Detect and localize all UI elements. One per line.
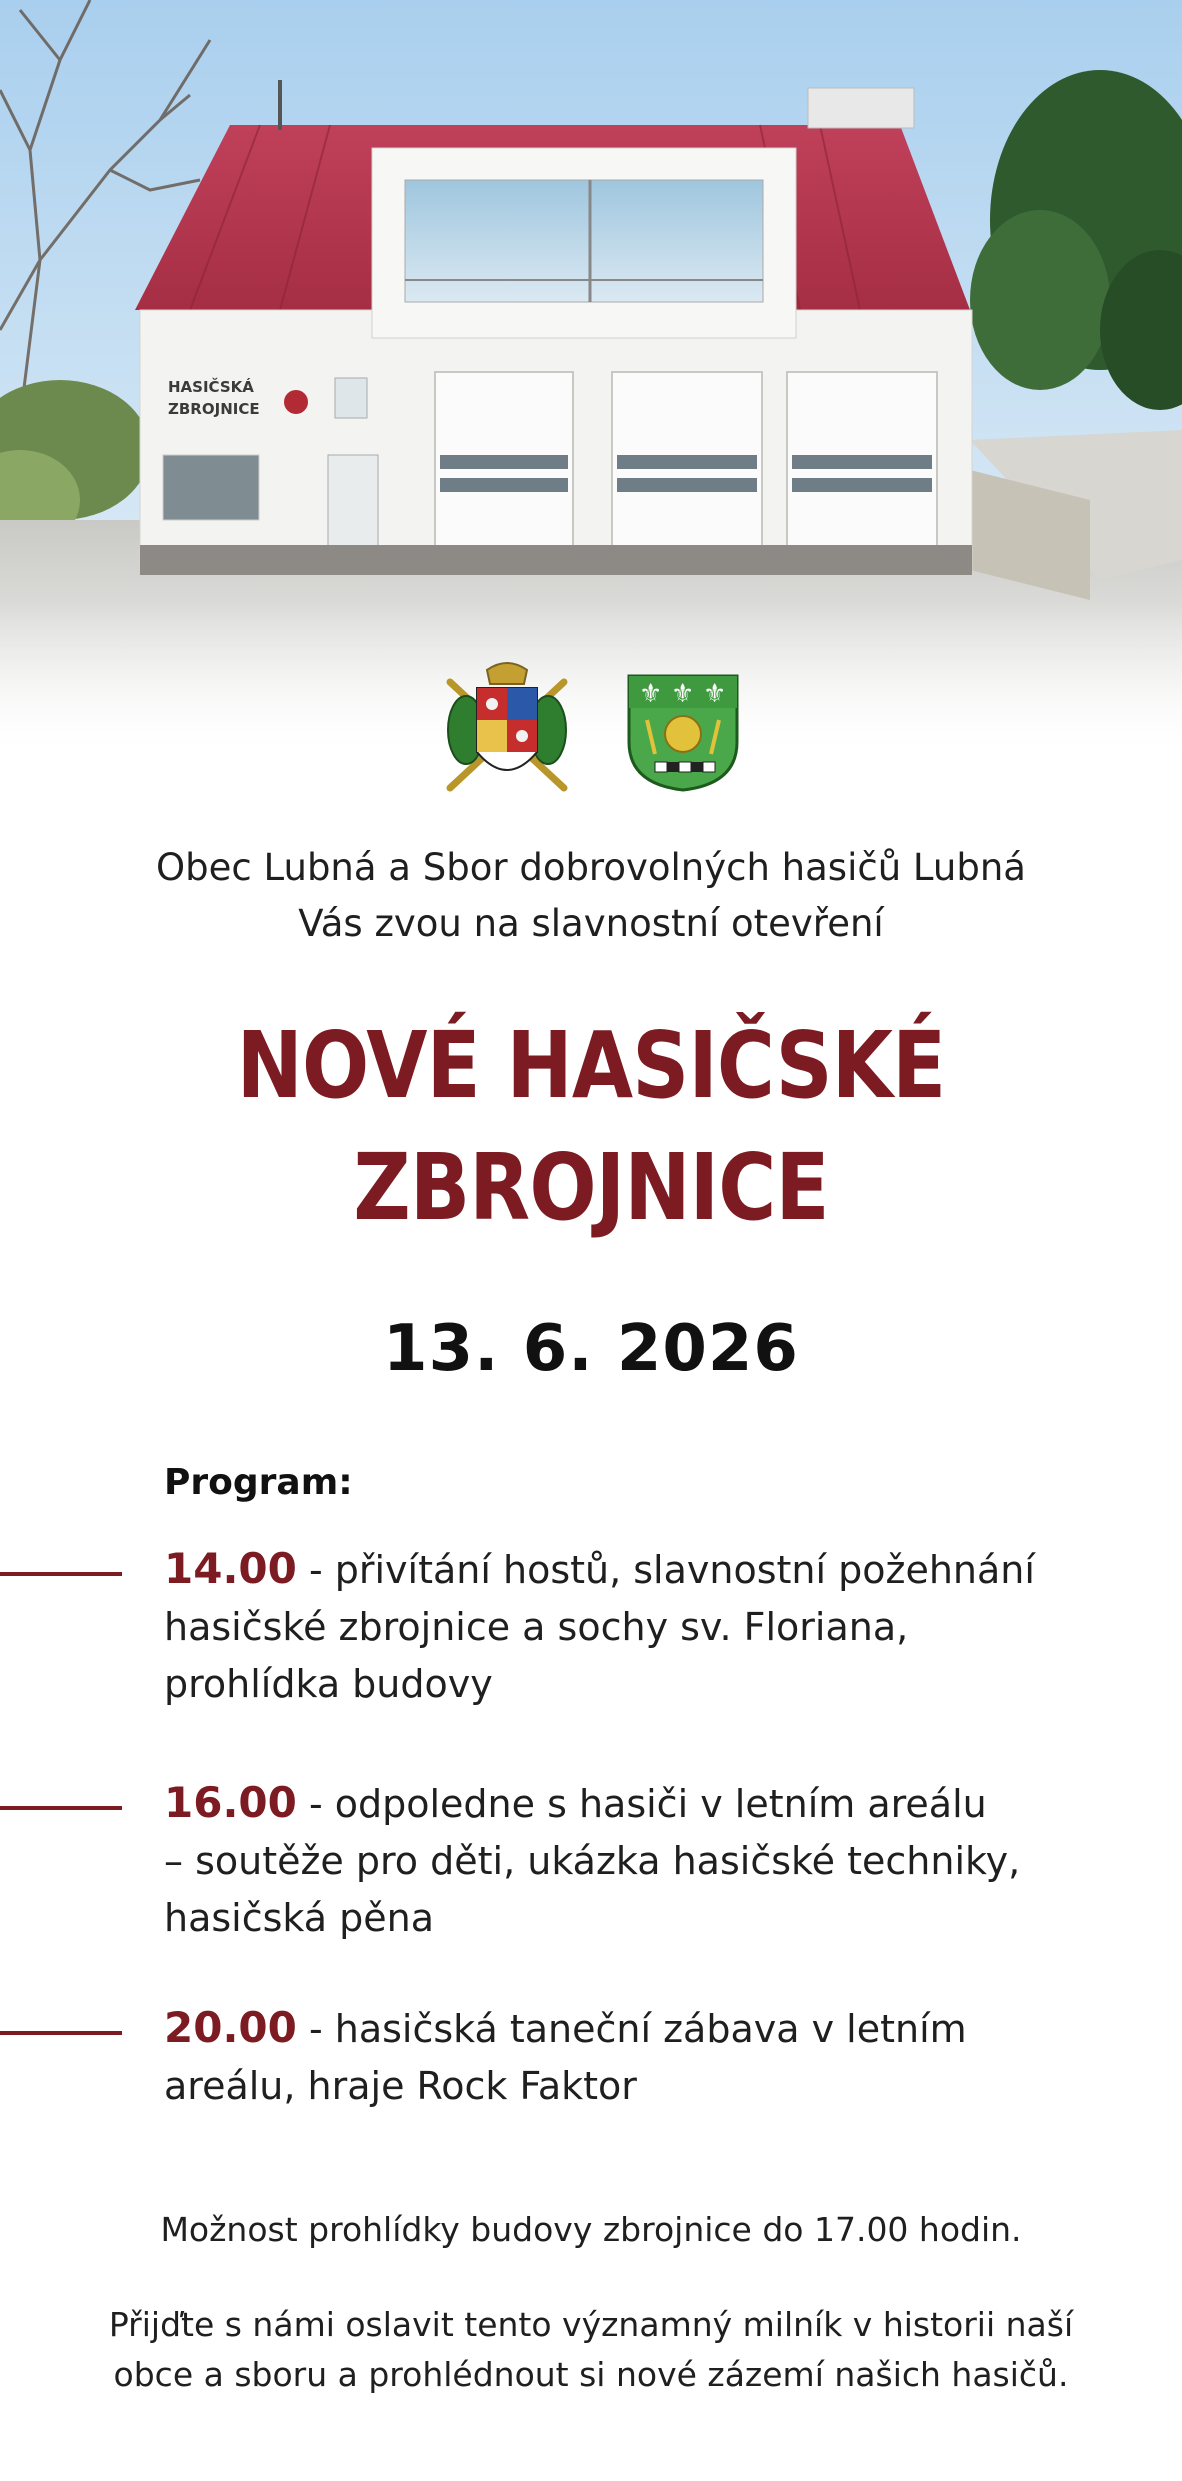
program-divider-line	[0, 1572, 122, 1576]
building-sign-line2: ZBROJNICE	[168, 400, 260, 418]
building-sign-line1: HASIČSKÁ	[168, 378, 254, 396]
program-item	[164, 1540, 1124, 1713]
event-title	[83, 1005, 1100, 1249]
invitation-intro	[0, 840, 1182, 952]
program-divider-line	[0, 2031, 122, 2035]
program-time: 14.00	[164, 1544, 297, 1593]
intro-line-1: Obec Lubná a Sbor dobrovolných hasičů Lubná	[156, 846, 1026, 889]
tour-note: Možnost prohlídky budovy zbrojnice do 17.00 hodin.	[160, 2210, 1022, 2249]
program-time: 20.00	[164, 2003, 297, 2052]
program-time: 16.00	[164, 1778, 297, 1827]
title-line-2: ZBROJNICE	[353, 1134, 829, 1241]
closing-line-2: obce a sboru a prohlédnout si nové zázemí našich hasičů.	[113, 2355, 1069, 2394]
program-text-line: – soutěže pro děti, ukázka hasičské techniky,	[164, 1839, 1021, 1883]
title-line-1: NOVÉ HASIČSKÉ	[236, 1012, 946, 1119]
village-coat-of-arms-icon	[625, 672, 741, 792]
fire-brigade-emblem-icon	[432, 660, 582, 800]
closing-invitation	[0, 2300, 1182, 2400]
program-text-line: prohlídka budovy	[164, 1662, 493, 1706]
program-divider-line	[0, 1806, 122, 1810]
fire-station-photo	[0, 0, 1182, 760]
closing-line-1: Přijďte s námi oslavit tento významný milník v historii naší	[108, 2305, 1074, 2344]
program-label: Program:	[164, 1462, 353, 1503]
program-text-line: - hasičská taneční zábava v letním	[296, 2007, 967, 2051]
program-text-line: hasičské zbrojnice a sochy sv. Floriana,	[164, 1605, 909, 1649]
program-text-line: areálu, hraje Rock Faktor	[164, 2064, 637, 2108]
svg-text:⚜: ⚜	[703, 679, 727, 709]
program-text-line: - odpoledne s hasiči v letním areálu	[296, 1782, 987, 1826]
program-text-line: - přivítání hostů, slavnostní požehnání	[296, 1548, 1035, 1592]
intro-line-2: Vás zvou na slavnostní otevření	[298, 902, 884, 945]
program-item	[164, 1999, 1124, 2115]
emblems-row	[0, 660, 1182, 800]
program-item	[164, 1774, 1124, 1947]
event-date: 13. 6. 2026	[383, 1312, 799, 1386]
svg-text:⚜: ⚜	[639, 679, 663, 709]
program-text-line: hasičská pěna	[164, 1896, 434, 1940]
svg-text:⚜: ⚜	[671, 679, 695, 709]
